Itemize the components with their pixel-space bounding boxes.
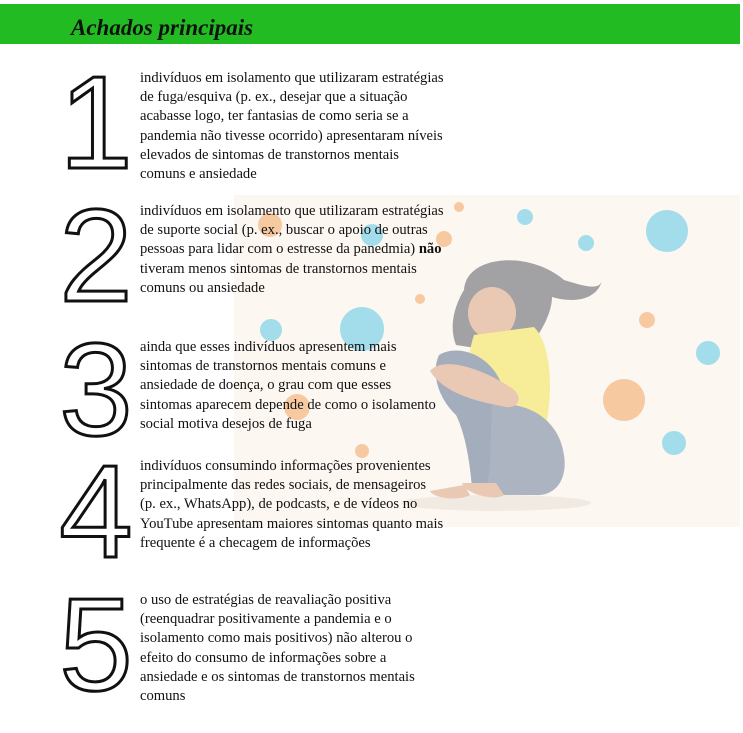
emphasis-bold: não: [418, 241, 442, 258]
header-bar: [0, 4, 740, 44]
finding-number: 4: [59, 438, 133, 585]
finding-text: indivíduos em isolamento que utilizaram estratégias de suporte social (p. ex., buscar o apoio de outras pessoas para lidar com o estresse da panedmia) não tiveram menos sintomas de transtornos mentais comuns ou ansiedade: [140, 203, 444, 296]
finding-text: ainda que esses indivíduos apresentem mais sintomas de transtornos mentais comuns e ansiedade de doença, o grau com que esses sintomas aparecem depende de como o isolamento social motiva desejos de fuga: [140, 339, 436, 432]
finding-number: 1: [59, 49, 133, 196]
finding-text: indivíduos em isolamento que utilizaram estratégias de fuga/esquiva (p. ex., desejar que a situação acabasse logo, ter fantasias de como seria se a pandemia não tivesse ocorrido) apresentaram níveis elevados de sintomas de transtornos mentais comuns e ansiedade: [140, 70, 444, 183]
finding-number: 3: [59, 316, 133, 463]
finding-text: o uso de estratégias de reavaliação positiva (reenquadrar positivamente a pandemia e o isolamento como mais positivos) não alterou o efeito do consumo de informações sobre a ansiedade e os sintomas de transtornos mentais comuns: [140, 592, 415, 705]
page-title: Achados principais: [71, 15, 254, 40]
finding-text: indivíduos consumindo informações provenientes principalmente das redes sociais, de mensageiros (p. ex., WhatsApp), de podcasts, e de vídeos no YouTube apresentam maiores sintomas quanto mais frequente é a checagem de informações: [140, 458, 444, 551]
finding-number: 2: [59, 182, 133, 329]
finding-number: 5: [59, 571, 133, 718]
